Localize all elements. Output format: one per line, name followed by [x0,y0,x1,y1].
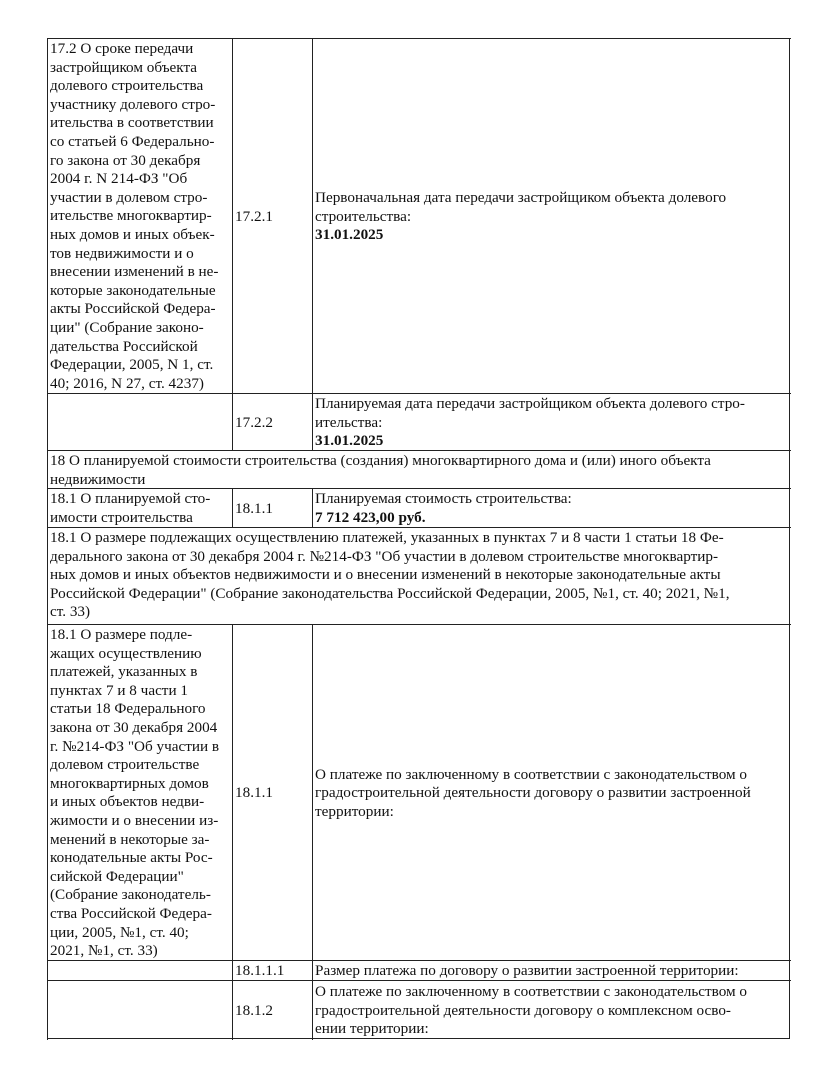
item-label: Планируемая дата передачи застройщиком объекта долевого стро- ительства: [315,395,745,431]
section-title-cell [47,624,233,961]
section-title-cell [47,38,233,394]
section-heading-cell [47,527,791,625]
section-title-cell [47,488,233,528]
item-number: 18.1.2 [235,1001,273,1019]
item-value: 31.01.2025 [315,432,384,450]
item-content-cell [312,393,791,451]
section-title-cell [47,980,233,1040]
section-title-text: 18.1 О планируемой сто- имости строительства [50,490,211,526]
item-label: Размер платежа по договору о развитии застроенной территории: [315,962,739,980]
item-number-cell [232,960,313,981]
item-number-cell [232,393,313,451]
item-value: 31.01.2025 [315,226,384,244]
item-content-cell [312,488,791,528]
section-title-text: 18.1 О размере подле- жащих осуществлению платежей, указанных в пунктах 7 и 8 части 1 статьи 18 Федерального закона от 30 декабря 2004 г. №214-ФЗ "Об участии в долевом строительстве многоквартирных домов и иных объектов недви- жимости и о внесении из- менений в некоторые за- конодательные акты Рос- сийской Федерации" (Собрание законодатель- ства Российской Федера- ции, 2005, №1, ст. 40; 2021, №1, ст. 33) [50,626,220,960]
item-value: 7 712 423,00 руб. [315,509,426,526]
item-number: 18.1.1 [235,784,273,802]
item-label: Планируемая стоимость строительства: [315,490,572,508]
item-number: 18.1.1.1 [235,962,285,980]
item-label: О платеже по заключенному в соответствии с законодательством о градостроительной деятельности договору о развитии застроенной территории: [315,765,751,820]
item-number-cell [232,624,313,961]
item-number-cell [232,38,313,394]
section-title-text: 17.2 О сроке передачи застройщиком объекта долевого строительства участнику долевого стро- ительства в соответствии со статьей 6 Федерально- го закона от 30 декабря 2004 г. N 214-ФЗ "Об участии в долевом стро- ительстве многоквартир- ных домов и иных объек- тов недвижимости и о внесении изменений в не- которые законодательные акты Российской Федера- ции" (Собрание законо- дательства Российской Федерации, 2005, N 1, ст. 40; 2016, N 27, ст. 4237) [50,40,219,392]
item-content-cell [312,38,791,394]
section-title-cell [47,393,233,451]
item-number: 17.2.1 [235,207,273,225]
section-heading-cell [47,450,791,489]
section-heading-text: 18.1 О размере подлежащих осуществлению платежей, указанных в пунктах 7 и 8 части 1 статьи 18 Фе- дерального закона от 30 декабря 2004 г. №214-ФЗ "Об участии в долевом строительстве многоквартир- ных домов и иных объектов недвижимости и о внесении изменений в некоторые законодательные акты Российской Федерации" (Собрание законодательства Российской Федерации, 2005, №1, ст. 40; 2021, №1, ст. 33) [50,529,730,621]
section-heading-text: 18 О планируемой стоимости строительства (создания) многоквартирного дома и (или) иного объекта недвижимости [50,452,711,488]
item-content-cell [312,980,791,1040]
section-title-cell [47,960,233,981]
item-number-cell [232,488,313,528]
item-content-cell [312,624,791,961]
item-number: 17.2.2 [235,413,273,431]
item-number: 18.1.1 [235,499,273,517]
item-number-cell [232,980,313,1040]
item-content-cell [312,960,791,981]
item-label: О платеже по заключенному в соответствии с законодательством о градостроительной деятельности договору о комплексном осво- ении территории: [315,983,748,1038]
item-label: Первоначальная дата передачи застройщиком объекта долевого строительства: [315,189,727,225]
